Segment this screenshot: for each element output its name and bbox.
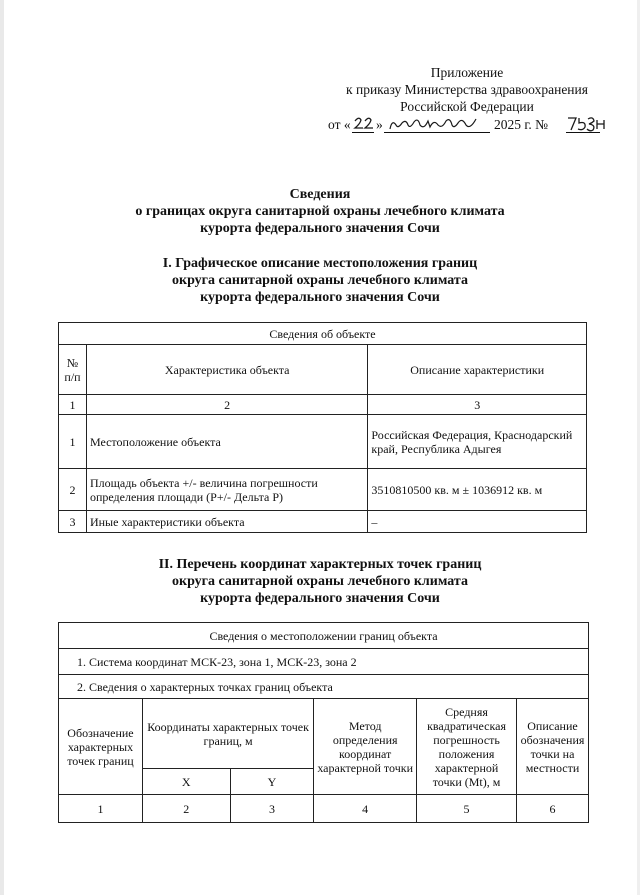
boundary-coordinates-table: [58, 622, 589, 823]
number-handwritten: [566, 113, 610, 135]
appendix-date-line: [328, 113, 628, 135]
table2-col-number: 1: [59, 795, 143, 823]
row-characteristic: Иные характеристики объекта: [86, 511, 367, 533]
object-info-table: [58, 322, 587, 533]
header-coordinates: Координаты характерных точек границ, м: [142, 699, 313, 769]
header-point-designation: Обозначение характерных точек границ: [59, 699, 143, 795]
date-year: 2025 г. №: [494, 117, 549, 132]
appendix-order: к приказу Министерства здравоохранения: [346, 82, 588, 97]
row-number: 1: [59, 415, 87, 469]
table1-number-row: [59, 395, 587, 415]
title-line-3: курорта федерального значения Сочи: [200, 221, 440, 236]
table1-header-number: № п/п: [59, 345, 87, 395]
date-prefix: от «: [328, 117, 351, 132]
section-1-line-2: округа санитарной охраны лечебного климата: [172, 273, 468, 288]
title-line-2: о границах округа санитарной охраны лечебного климата: [135, 204, 505, 219]
table2-col-number: 5: [417, 795, 517, 823]
date-mid-quote: »: [376, 117, 383, 132]
header-x: X: [142, 769, 230, 795]
row-value: –: [368, 511, 587, 533]
table1-caption: Сведения об объекте: [59, 323, 587, 345]
row-characteristic: Площадь объекта +/- величина погрешности определения площади (Р+/- Дельта Р): [86, 469, 367, 511]
section-2-line-1: II. Перечень координат характерных точек границ: [158, 557, 482, 572]
table-row: [59, 469, 587, 511]
table2-col-number: 4: [314, 795, 417, 823]
row-number: 3: [59, 511, 87, 533]
section-2-line-2: округа санитарной охраны лечебного климата: [172, 574, 468, 589]
header-mean-error: Средняя квадратическая погрешность положения характерной точки (Mt), м: [417, 699, 517, 795]
table1-col-number: 3: [368, 395, 587, 415]
document-title: [60, 186, 580, 237]
header-point-description: Описание обозначения точки на местности: [516, 699, 588, 795]
table2-col-number: 2: [142, 795, 230, 823]
table1-header-description: Описание характеристики: [368, 345, 587, 395]
section-1-heading: [60, 255, 580, 306]
day-handwritten: [352, 113, 376, 135]
month-handwritten: [388, 113, 488, 135]
table2-col-number: 6: [516, 795, 588, 823]
row-characteristic: Местоположение объекта: [86, 415, 367, 469]
points-info-title: 2. Сведения о характерных точках границ объекта: [59, 675, 589, 699]
table1-col-number: 2: [86, 395, 367, 415]
appendix-ministry: Российской Федерации: [400, 99, 534, 114]
coordinate-system: 1. Система координат МСК-23, зона 1, МСК-23, зона 2: [59, 649, 589, 675]
scan-edge-left: [0, 0, 4, 895]
table2-col-number: 3: [230, 795, 314, 823]
title-line-1: Сведения: [289, 187, 351, 202]
table-row: [59, 415, 587, 469]
header-method: Метод определения координат характерной точки: [314, 699, 417, 795]
section-1-line-1: I. Графическое описание местоположения границ: [162, 256, 478, 271]
appendix-title: Приложение: [430, 65, 504, 80]
row-number: 2: [59, 469, 87, 511]
header-y: Y: [230, 769, 314, 795]
table1-header-characteristic: Характеристика объекта: [86, 345, 367, 395]
table-row: [59, 511, 587, 533]
section-2-heading: [60, 556, 580, 607]
section-2-line-3: курорта федерального значения Сочи: [200, 591, 440, 606]
section-1-line-3: курорта федерального значения Сочи: [200, 290, 440, 305]
row-value: 3510810500 кв. м ± 1036912 кв. м: [368, 469, 587, 511]
table1-col-number: 1: [59, 395, 87, 415]
row-value: Российская Федерация, Краснодарский край, Республика Адыгея: [368, 415, 587, 469]
table2-number-row: [59, 795, 589, 823]
table2-caption: Сведения о местоположении границ объекта: [59, 623, 589, 649]
appendix-block: [322, 64, 612, 115]
